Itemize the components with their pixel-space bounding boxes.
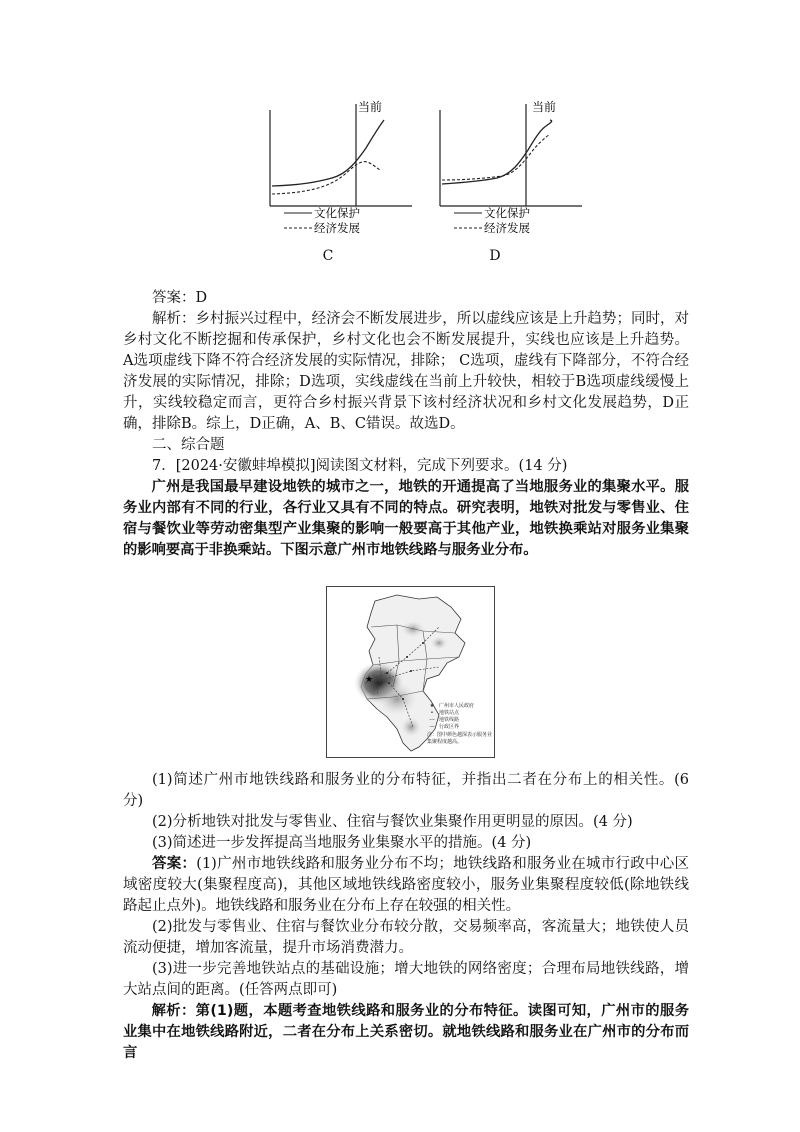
economy-curve (272, 162, 380, 194)
answer-2: (2)批发与零售业、住宿与餐饮业分布较分散，交易频率高，客流量大；地铁使人员流动便捷，增加客流量，提升市场消费潜力。 (123, 919, 689, 956)
legend-item-line: --- 地铁线路 (427, 717, 495, 724)
chart-c-svg (262, 96, 432, 266)
sub-question-1: (1)简述广州市地铁线路和服务业的分布特征，并指出二者在分布上的相关性。(6 分) (123, 772, 689, 809)
current-label: 当前 (358, 100, 383, 114)
answer-label: 答案： (152, 290, 196, 306)
questions-answers-block (123, 770, 689, 1064)
chart-d-letter: D (489, 248, 501, 264)
analysis-2: 解析：第(1)题，本题考查地铁线路和服务业的分布特征。读图可知，广州市的服务业集中在地铁线路附近，二者在分布上关系密切。就地铁线路和服务业在广州市的分布而言 (123, 1003, 689, 1061)
legend-item-station: • 地铁站点 (427, 710, 495, 717)
legend-note: 注：图中颜色越深表示服务业集聚程度越高。 (427, 732, 493, 745)
chart-c-letter: C (322, 248, 334, 264)
legend-item-boundary: — 行政区界 (427, 724, 495, 731)
question-stem: 7．[2024·安徽蚌埠模拟]阅读图文材料，完成下列要求。(14 分) (152, 458, 568, 474)
analysis-paragraph: 解析：乡村振兴过程中，经济会不断发展进步，所以虚线应该是上升趋势；同时，对乡村文化不断挖掘和传承保护，乡村文化也会不断发展提升，实线也应该是上升趋势。 A选项虚线下降不符合经济发展的实际情况，排除； C选项，虚线有下降部分，不符合经济发展的实际情况，排除；D选项，实线虚线在当前上升较快，相较于B选项虚线缓慢上升，实线较稳定而言，更符合乡村振兴背景下该村经济状况和乡村文化发展趋势，D正确，排除B。综上，D正确，A、B、C错误。故选D。 (123, 311, 689, 432)
section-title: 二、综合题 (152, 437, 225, 453)
answer-analysis-block (123, 288, 689, 561)
guangzhou-map (326, 586, 495, 758)
answer-line (123, 288, 689, 309)
chart-d (432, 96, 602, 266)
legend-dashed-label: 经济发展 (314, 221, 360, 235)
legend-solid-label: 文化保护 (484, 206, 530, 220)
metro-station (410, 670, 412, 672)
solid-line-icon: — (429, 724, 435, 730)
legend-item-government: ★ 广州市人民政府 (427, 703, 495, 710)
answer-value: D (195, 290, 208, 306)
metro-station (422, 642, 424, 644)
answers-label: 答案： (152, 856, 197, 872)
south-cluster (373, 679, 421, 719)
dashed-line-icon: --- (429, 717, 435, 723)
east-cluster (429, 635, 449, 651)
question-material: 广州是我国最早建设地铁的城市之一，地铁的开通提高了当地服务业的集聚水平。服务业内部有不同的行业，各行业又具有不同的特点。研究表明，地铁对批发与零售业、住宿与餐饮业等劳动密集型产业集聚的影响一般要高于其他产业，地铁换乘站对服务业集聚的影响要高于非换乘站。下图示意广州市地铁线路与服务业分布。 (123, 479, 689, 558)
government-star-icon: ★ (365, 675, 374, 685)
metro-station (402, 698, 404, 700)
metro-station (386, 672, 388, 674)
metro-station (388, 682, 390, 684)
answer-1: 答案：(1)广州市地铁线路和服务业分布不均；地铁线路和服务业在城市行政中心区域密度较大(集聚程度高)，其他区域地铁线路密度较小，服务业集聚程度较低(除地铁线路起止点外)。地铁线路和服务业在分布上存在较强的相关性。 (123, 856, 690, 914)
map-legend (427, 703, 495, 746)
current-label: 当前 (532, 100, 557, 114)
far-south-cluster (399, 715, 423, 739)
sub-question-2: (2)分析地铁对批发与零售业、住宿与餐饮业集聚作用更明显的原因。(4 分) (152, 814, 633, 830)
chart-d-svg (432, 96, 602, 266)
culture-curve (272, 120, 384, 186)
star-icon: ★ (429, 703, 435, 709)
culture-curve (442, 120, 552, 184)
dot-icon: • (430, 710, 434, 716)
legend-dashed-label: 经济发展 (484, 221, 530, 235)
answer-3: (3)进一步完善地铁站点的基础设施；增大地铁的网络密度；合理布局地铁线路，增大站点间的距离。(任答两点即可) (123, 961, 689, 998)
legend-solid-label: 文化保护 (314, 206, 360, 220)
metro-station (406, 656, 408, 658)
chart-c (262, 96, 432, 266)
sub-question-3: (3)简述进一步发挥提高当地服务业集聚水平的措施。(4 分) (152, 835, 532, 851)
